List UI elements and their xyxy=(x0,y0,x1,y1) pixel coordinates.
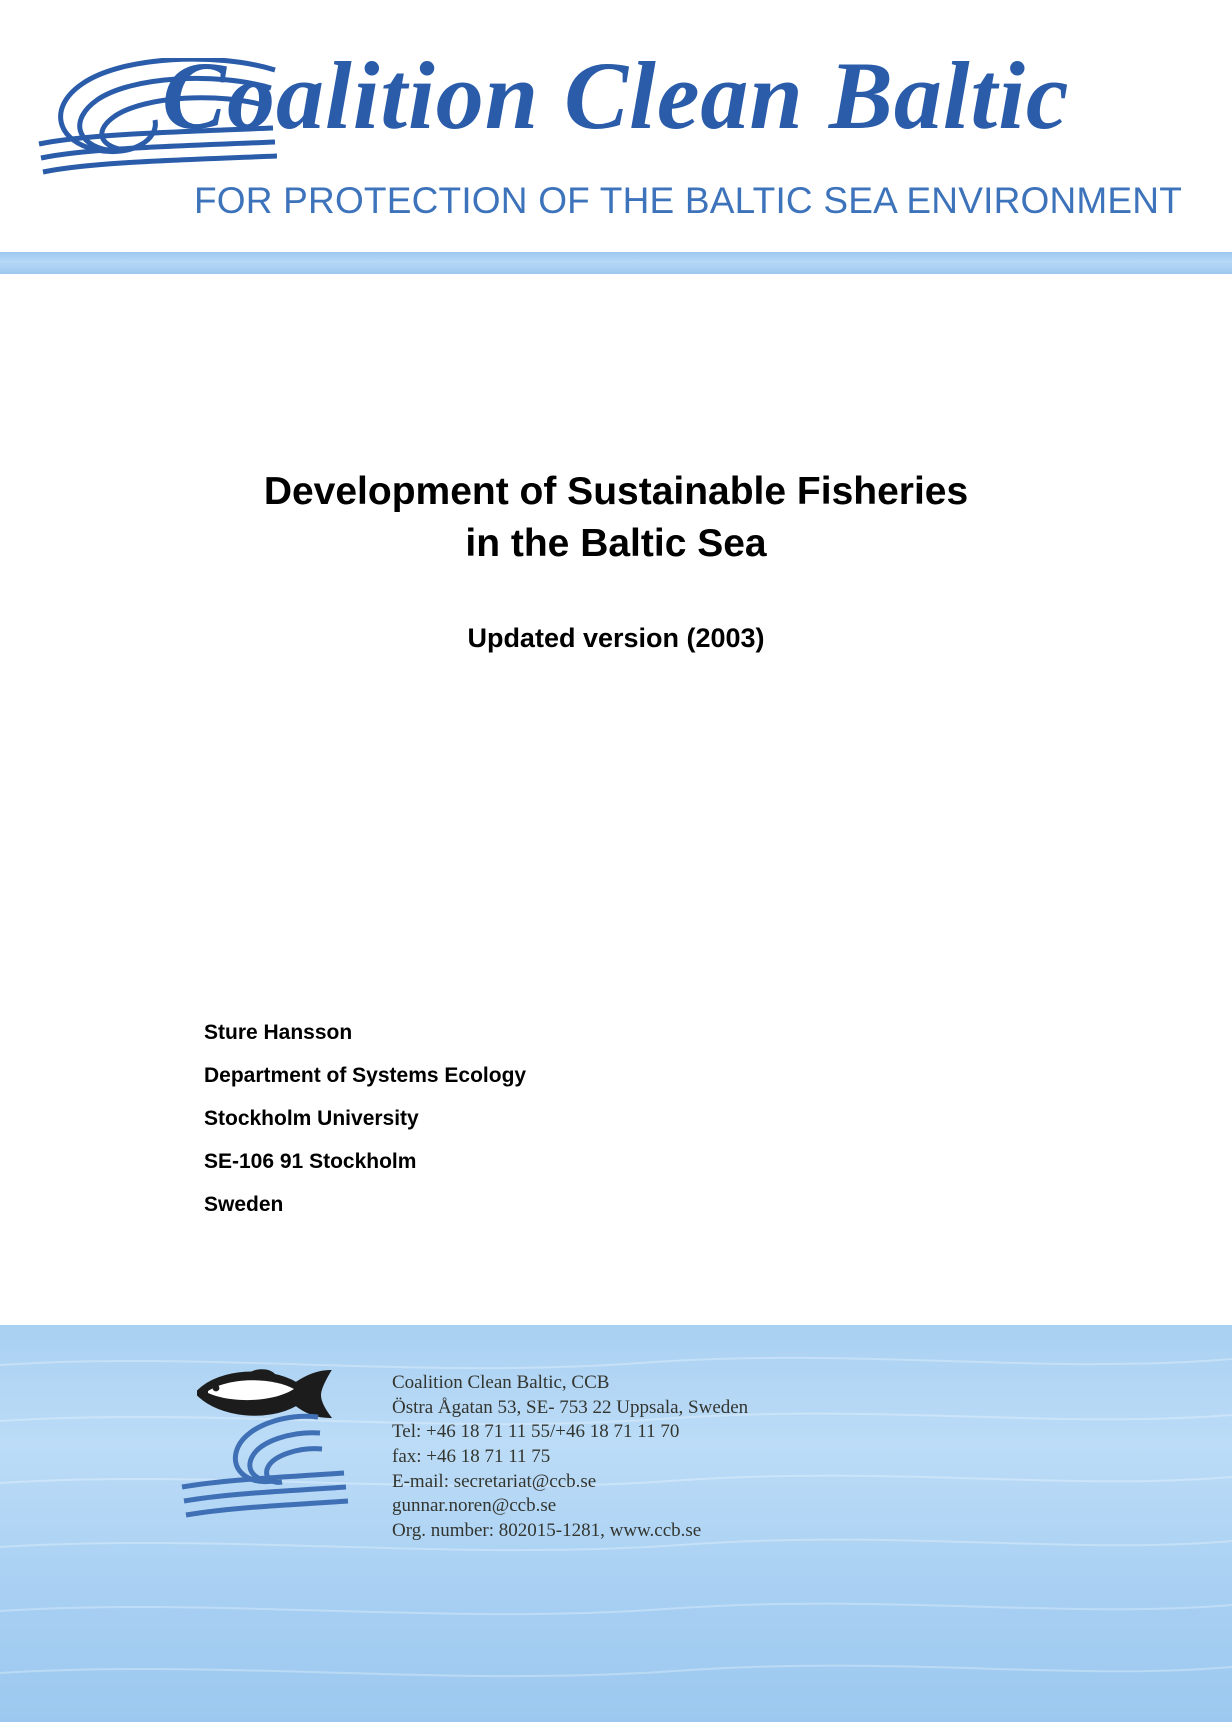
author-institution: Stockholm University xyxy=(204,1107,419,1130)
author-name: Sture Hansson xyxy=(204,1021,353,1044)
page-title xyxy=(0,466,1232,571)
organization-logo xyxy=(22,40,1212,230)
footer-org-name: Coalition Clean Baltic, CCB xyxy=(392,1372,610,1393)
title-block xyxy=(0,466,1232,654)
author-affiliation-block xyxy=(204,1022,904,1237)
header-divider-band xyxy=(0,252,1232,274)
footer-address: Östra Ågatan 53, SE- 753 22 Uppsala, Sweden xyxy=(392,1396,749,1418)
fish-icon xyxy=(198,1371,330,1417)
organization-tagline: FOR PROTECTION OF THE BALTIC SEA ENVIRONMENT xyxy=(193,180,1183,221)
page-header xyxy=(0,0,1232,248)
author-department: Department of Systems Ecology xyxy=(204,1064,527,1087)
author-country: Sweden xyxy=(204,1193,284,1216)
footer-contact-info xyxy=(392,1371,748,1544)
page-subtitle: Updated version (2003) xyxy=(467,622,765,653)
footer-email-secondary: gunnar.noren@ccb.se xyxy=(392,1495,557,1517)
organization-name: Coalition Clean Baltic xyxy=(162,42,1070,149)
footer-org-number: Org. number: 802015-1281, www.ccb.se xyxy=(392,1520,702,1542)
page-footer xyxy=(0,1325,1232,1722)
footer-email-primary: E-mail: secretariat@ccb.se xyxy=(392,1470,597,1492)
fish-and-waves-icon xyxy=(168,1347,358,1537)
author-postal-code: SE-106 91 Stockholm xyxy=(204,1150,417,1173)
footer-telephone: Tel: +46 18 71 11 55/+46 18 71 11 70 xyxy=(392,1421,680,1443)
page-title-line-1: Development of Sustainable Fisheries xyxy=(263,470,969,513)
footer-fax: fax: +46 18 71 11 75 xyxy=(392,1446,551,1468)
page-title-line-2: in the Baltic Sea xyxy=(465,522,767,566)
